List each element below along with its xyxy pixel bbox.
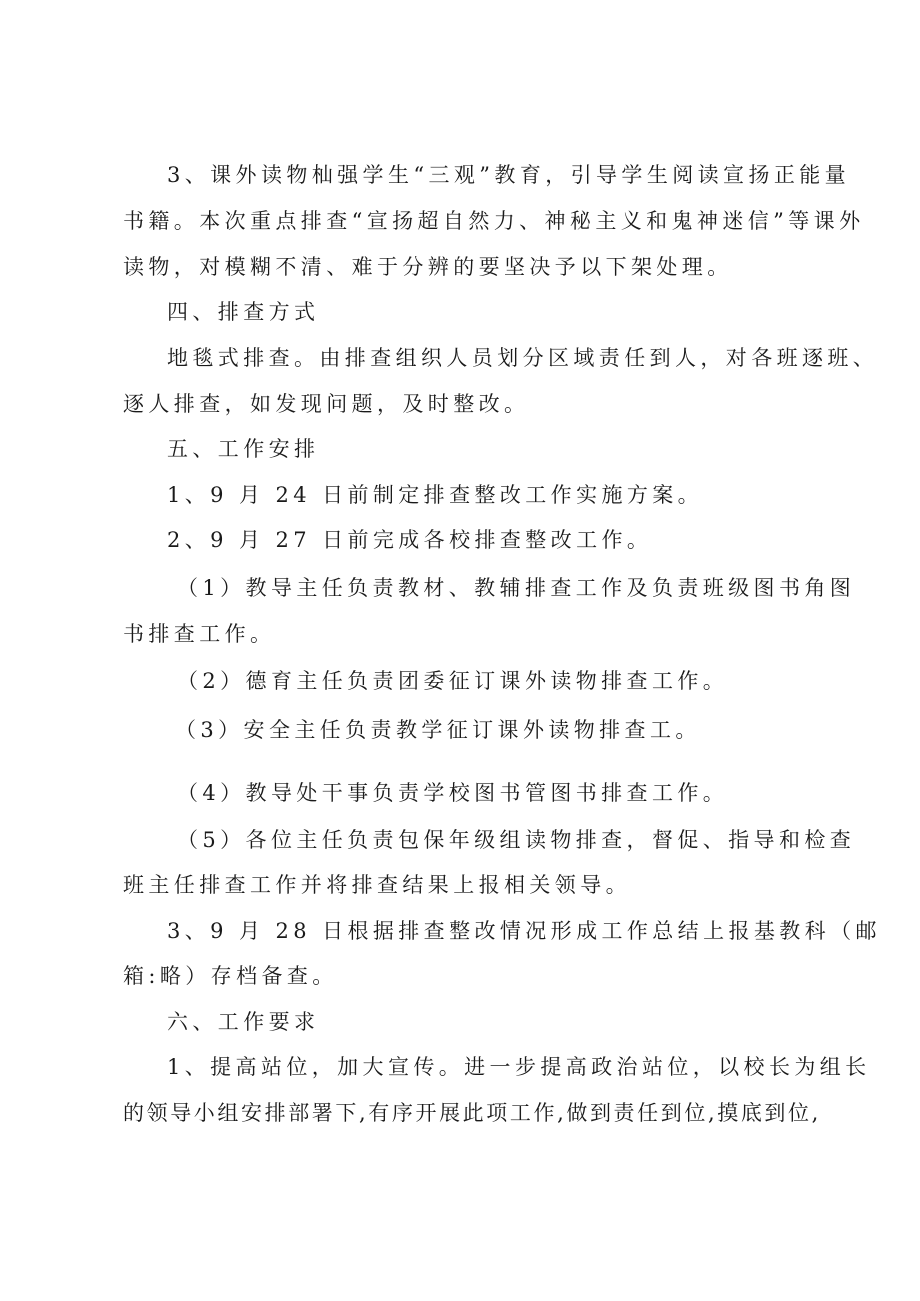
requirement-1-line-1: 1、提高站位，加大宣传。进一步提高政治站位，以校长为组长 xyxy=(167,1055,871,1079)
schedule-item-1: 1、9 月 24 日前制定排查整改工作实施方案。 xyxy=(167,483,704,507)
sub-item-1-line-2: 书排查工作。 xyxy=(123,622,276,646)
schedule-item-3-line-2: 箱:略）存档备查。 xyxy=(123,964,338,988)
schedule-item-3-line-1: 3、9 月 28 日根据排查整改情况形成工作总结上报基教科（邮 xyxy=(167,919,881,943)
para-3-line-3: 读物，对模糊不清、难于分辨的要坚决予以下架处理。 xyxy=(123,255,733,279)
para-method-line-1: 地毯式排查。由排查组织人员划分区域责任到人，对各班逐班、 xyxy=(167,346,879,370)
heading-section-4: 四、排查方式 xyxy=(167,300,320,324)
sub-item-2: （2）德育主任负责团委征订课外读物排查工作。 xyxy=(177,669,729,693)
para-3-line-2: 书籍。本次重点排查“宣扬超自然力、神秘主义和鬼神迷信”等课外 xyxy=(123,209,865,233)
schedule-item-2: 2、9 月 27 日前完成各校排查整改工作。 xyxy=(167,528,653,552)
para-method-line-2: 逐人排查，如发现问题，及时整改。 xyxy=(123,392,530,416)
para-3-line-1: 3、课外读物杣强学生“三观”教育，引导学生阅读宣扬正能量 xyxy=(167,163,851,187)
sub-item-3: （3）安全主任负责教学征订课外读物排查工。 xyxy=(175,718,701,742)
heading-section-5: 五、工作安排 xyxy=(167,437,320,461)
requirement-1-line-2: 的领导小组安排部署下,有序开展此项工作,做到责任到位,摸底到位, xyxy=(123,1101,821,1125)
sub-item-4: （4）教导处干事负责学校图书管图书排查工作。 xyxy=(177,781,729,805)
heading-section-6: 六、工作要求 xyxy=(167,1010,320,1034)
sub-item-5-line-1: （5）各位主任负责包保年级组读物排查，督促、指导和检查 xyxy=(177,828,856,852)
sub-item-1-line-1: （1）教导主任负责教材、教辅排查工作及负责班级图书角图 xyxy=(177,576,856,600)
sub-item-5-line-2: 班主任排查工作并将排查结果上报相关领导。 xyxy=(123,873,631,897)
